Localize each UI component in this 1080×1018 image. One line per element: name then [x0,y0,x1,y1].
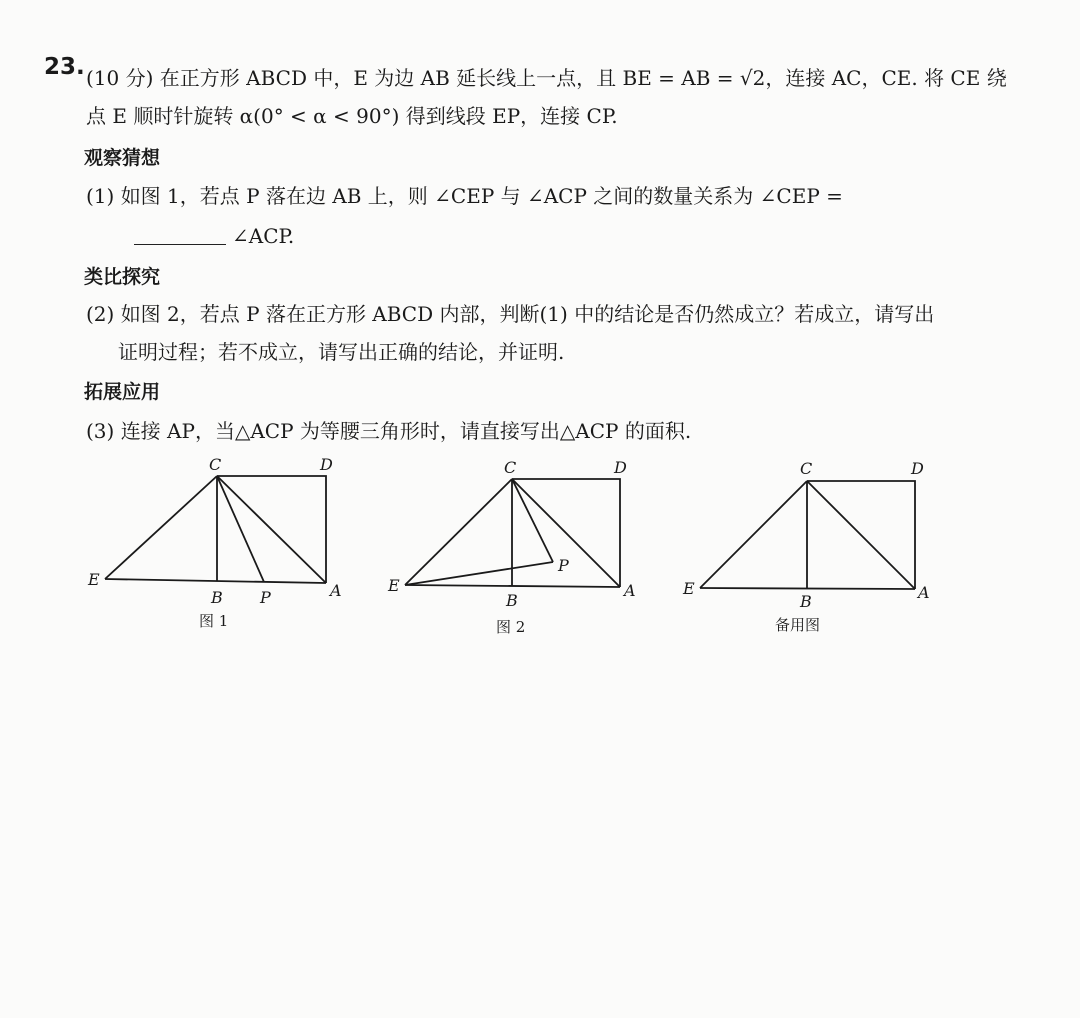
fig2-label-d: D [614,458,627,477]
fig3-label-d: D [911,459,924,478]
fig2-label-p: P [558,556,569,575]
fig2-label-a: A [624,581,636,600]
part3-line-1: (3) 连接 AP，当△ACP 为等腰三角形时，请直接写出△ACP 的面积. [86,419,692,443]
part2-line-2: 证明过程；若不成立，请写出正确的结论，并证明. [118,340,565,364]
section-heading-analogy: 类比探究 [84,266,161,288]
fig3-caption: 备用图 [775,616,821,634]
part1-line-1: (1) 如图 1，若点 P 落在边 AB 上，则 ∠CEP 与 ∠ACP 之间的数量关系为 ∠CEP = [86,184,843,208]
section-heading-extend: 拓展应用 [84,381,161,403]
part1-line-2-text: ∠ACP. [232,224,295,248]
fig2-label-b: B [506,591,518,610]
fig2-label-c: C [504,458,517,477]
fig1-label-b: B [211,588,223,607]
fig1-label-a: A [330,581,342,600]
fig3-label-c: C [800,459,813,478]
figure-1-diagram [105,476,326,583]
fig3-label-e: E [683,579,695,598]
problem-line-2: 点 E 顺时针旋转 α(0° < α < 90°) 得到线段 EP，连接 CP. [86,104,618,128]
fig2-label-e: E [388,576,400,595]
fig1-label-d: D [320,455,333,474]
section-heading-observe: 观察猜想 [84,147,161,169]
part2-line-1: (2) 如图 2，若点 P 落在正方形 ABCD 内部，判断(1) 中的结论是否仍然成立？若成立，请写出 [86,302,935,326]
fig3-label-a: A [918,583,930,602]
fig1-label-p: P [260,588,271,607]
problem-line-1: (10 分) 在正方形 ABCD 中，E 为边 AB 延长线上一点，且 BE = AB = √2，连接 AC，CE. 将 CE 绕 [86,66,1007,90]
fig1-label-c: C [209,455,222,474]
fig3-label-b: B [800,592,812,611]
question-number: 23. [44,54,85,80]
fig2-caption: 图 2 [496,618,526,636]
fig1-label-e: E [88,570,100,589]
figure-backup-diagram [700,481,915,589]
fig1-caption: 图 1 [199,612,229,630]
figure-2-diagram [405,479,620,587]
